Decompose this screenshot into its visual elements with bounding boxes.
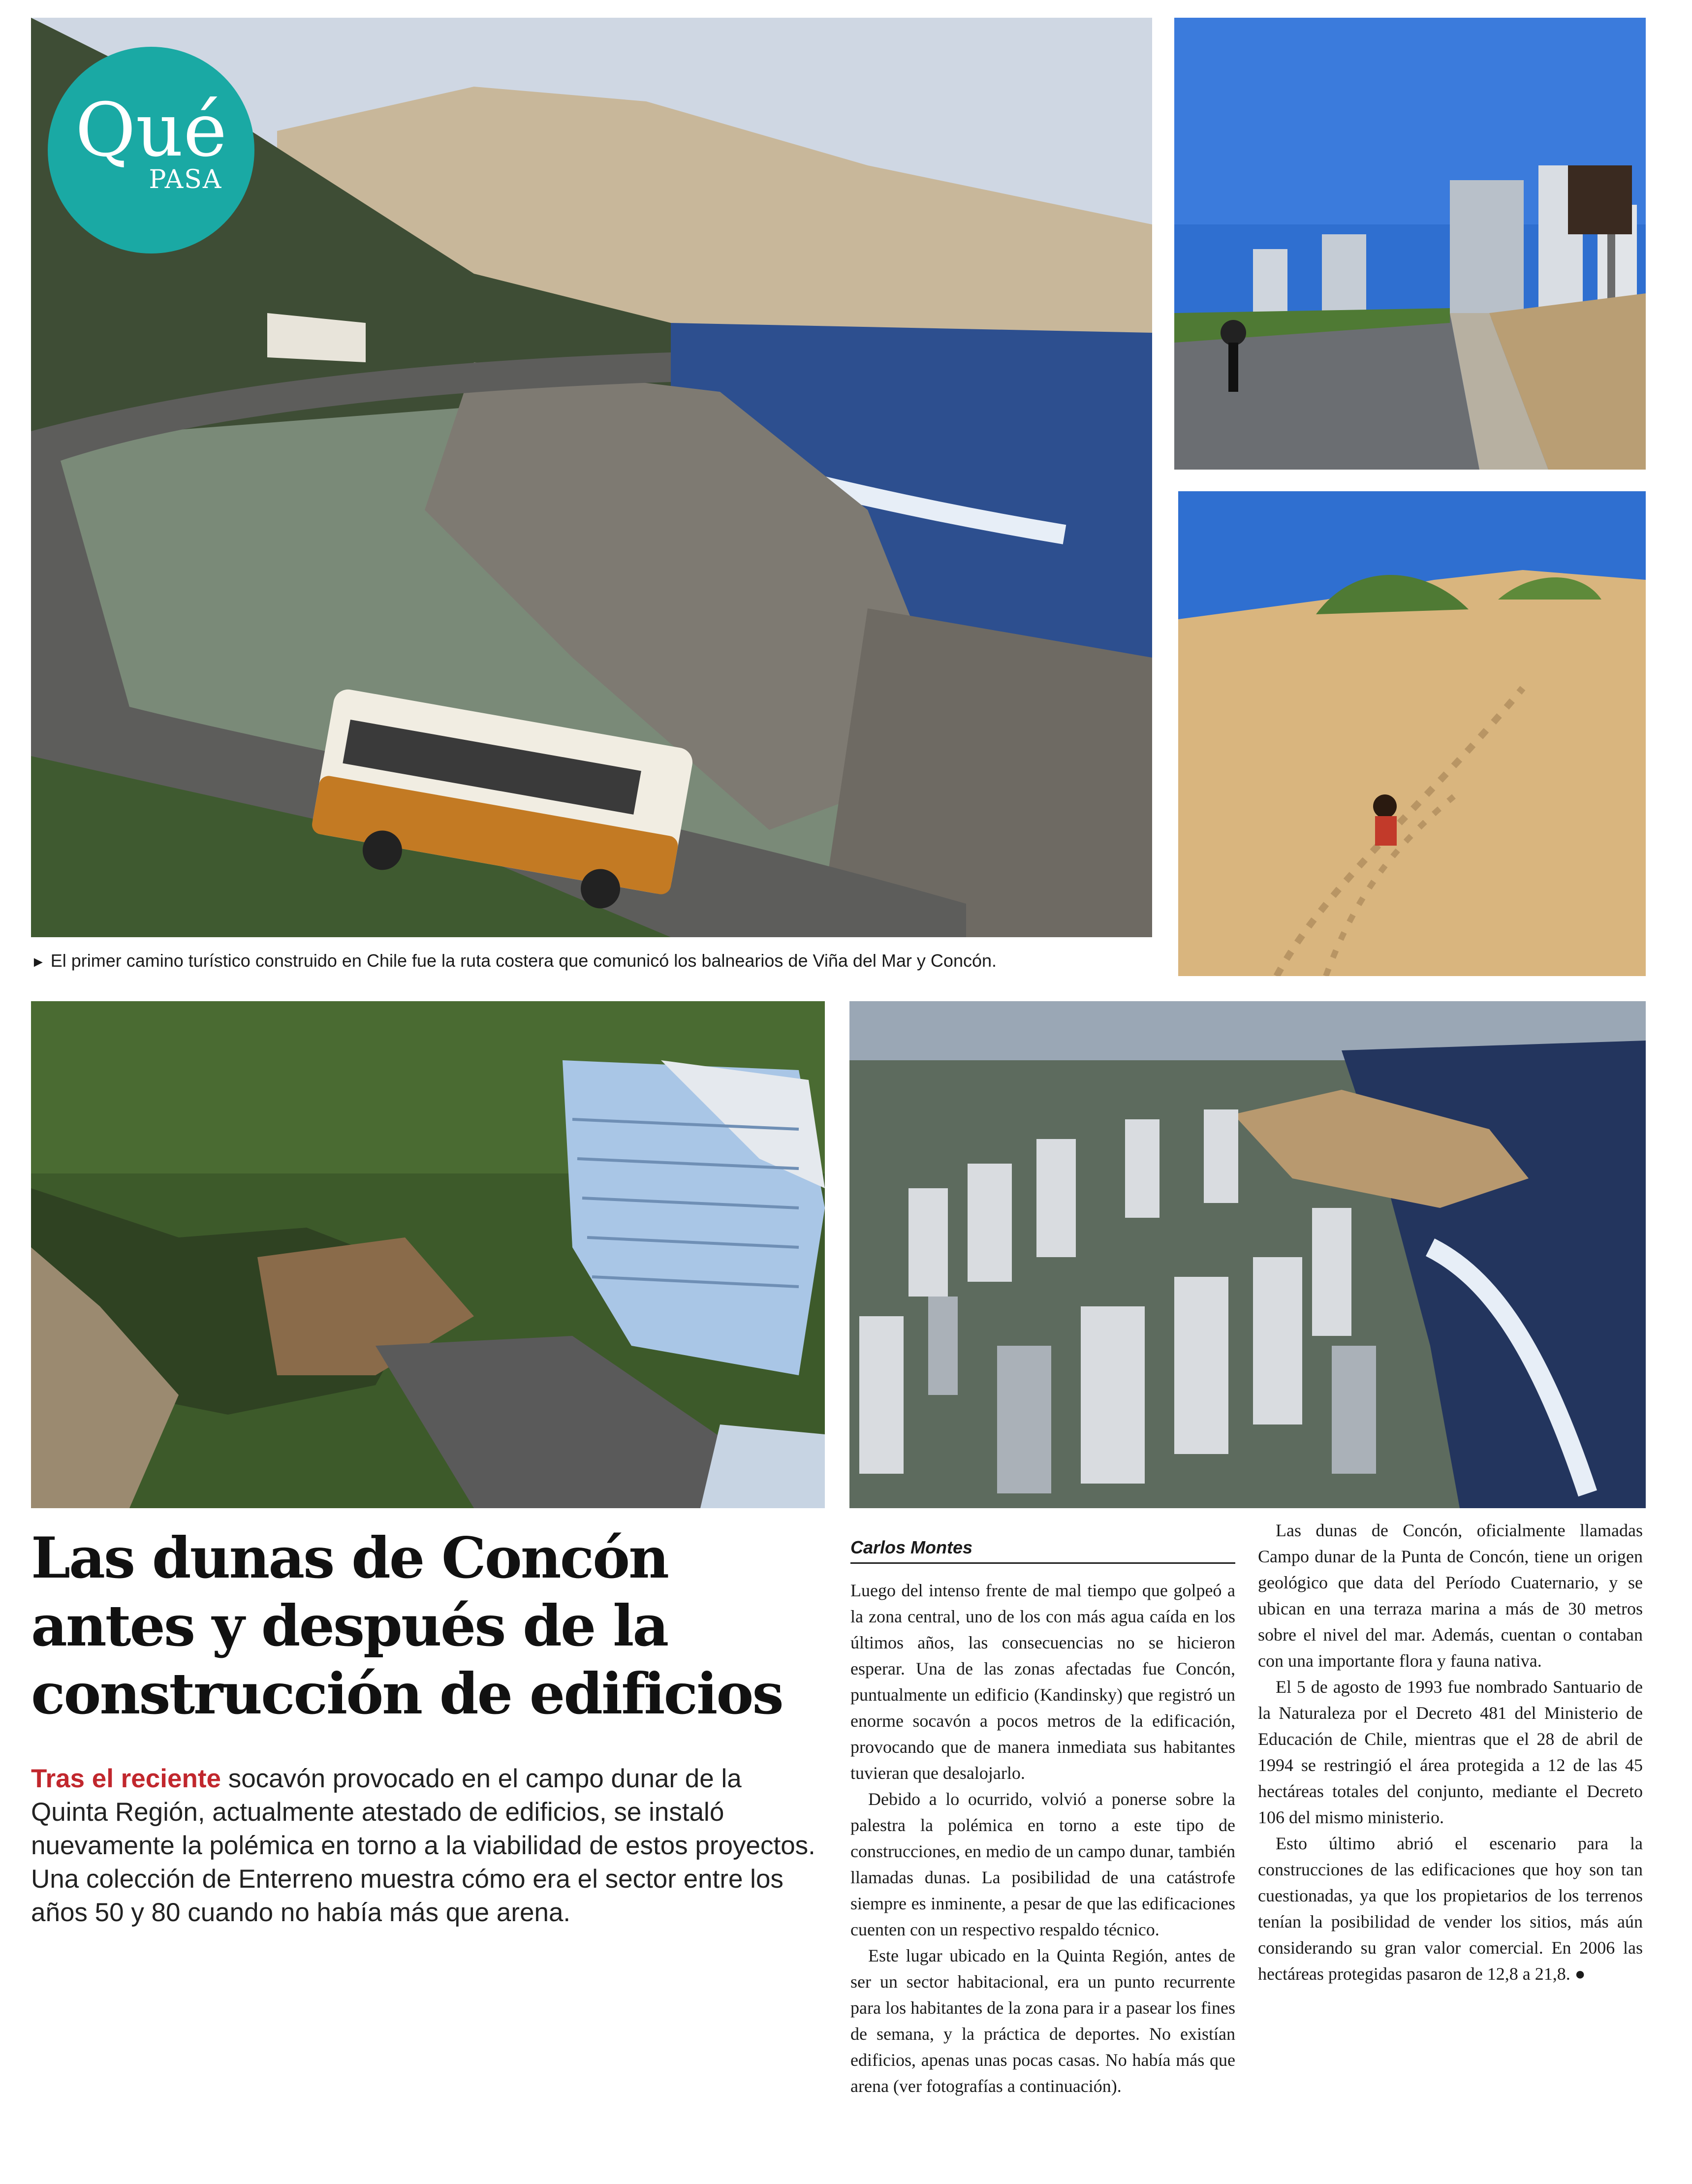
photo-dune: [1178, 491, 1646, 976]
body-column-1: [850, 1578, 1235, 2158]
byline: Carlos Montes: [850, 1536, 1235, 1564]
logo-main: Qué: [75, 88, 227, 173]
body-paragraph: Luego del intenso frente de mal tiempo que golpeó a la zona central, uno de los con más agua caída en los últimos años, las consecuencias no se hicieron esperar. Una de las zonas afectadas fue Concón, puntualmente un edificio (Kandinsky) que registró un enorme socavón a pocos metros de la edificación, provocando que de manera inmediata sus habitantes tuvieran que desalojarlo.: [850, 1581, 1235, 1783]
caption-arrow-icon: ►: [31, 954, 46, 970]
lead-text: socavón provocado en el campo dunar de la Quinta Región, actualmente atestado de edificios, se instaló nuevamente la polémica en torno a la viabilidad de estos proyectos. Una colección de Enterreno muestra cómo era el sector entre los años 50 y 80 cuando no había más que arena.: [31, 1764, 815, 1927]
photo-aerial-tower: [31, 1001, 825, 1508]
que-pasa-logo: [48, 47, 254, 253]
body-paragraph: Las dunas de Concón, oficialmente llamadas Campo dunar de la Punta de Concón, tiene un origen geológico que data del Período Cuaternario, y se ubican en una terraza marina a más de 30 metros sobre el nivel del mar. Además, cuentan o contaban con una importante flora y fauna nativa.: [1258, 1520, 1643, 1671]
logo-sub: PASA: [149, 165, 222, 194]
photo-aerial-city: [849, 1001, 1646, 1508]
body-column-2: [1258, 1518, 1643, 2157]
body-paragraph: Este lugar ubicado en la Quinta Región, antes de ser un sector habitacional, era un punto recurrente para los habitantes de la zona para ir a pasear los fines de semana, y la práctica de deportes. No existían edificios, apenas unas pocas casas. No había más que arena (ver fotografías a continuación).: [850, 1946, 1235, 2096]
body-paragraph-text: Esto último abrió el escenario para la construcciones de las edificaciones que hoy son tan cuestionadas, ya que los propietarios de los terrenos tenían la posibilidad de vender los sitios, más aún considerando su gran valor comercial. En 2006 las hectáreas protegidas pasaron de 12,8 a 21,8.: [1258, 1834, 1643, 1984]
body-paragraph: [1258, 1831, 1643, 1987]
lead-paragraph: [31, 1762, 823, 1930]
photo-bike-path: [1174, 18, 1646, 470]
lead-kicker: Tras el reciente: [31, 1764, 221, 1793]
body-paragraph: Debido a lo ocurrido, volvió a ponerse sobre la palestra la polémica en torno a este tipo de construcciones, en medio de un campo dunar, también llamadas dunas. La posibilidad de una catástrofe siempre es inminente, a pesar de que las edificaciones cuenten con un respectivo respaldo técnico.: [850, 1789, 1235, 1939]
caption-text: El primer camino turístico construido en Chile fue la ruta costera que comunicó los balnearios de Viña del Mar y Concón.: [50, 950, 997, 971]
headline: Las dunas de Concón antes y después de la construcción de edificios: [31, 1525, 783, 1727]
body-paragraph: El 5 de agosto de 1993 fue nombrado Santuario de la Naturaleza por el Decreto 481 del Ministerio de Educación de Chile, mientras que el 28 de abril de 1994 se restringió el área protegida a 12 de las 45 hectáreas totales del conjunto, mediante el Decreto 106 del mismo ministerio.: [1258, 1677, 1643, 1827]
photo-caption: [31, 949, 1152, 974]
end-mark-icon: ●: [1574, 1964, 1586, 1984]
